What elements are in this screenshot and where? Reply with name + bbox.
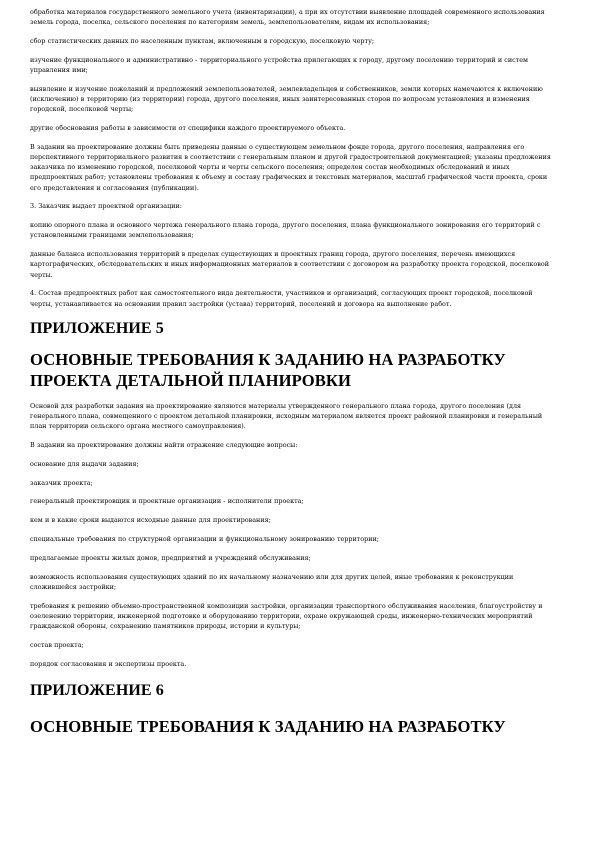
list-item: кем и в какие сроки выдаются исходные данные для проектирования; (30, 516, 271, 525)
appendix-5-heading: ПРИЛОЖЕНИЕ 5 (30, 319, 164, 337)
list-item: предлагаемые проекты жилых домов, предприятий и учреждений обслуживания; (30, 553, 311, 562)
paragraph: В задании на проектирование должны найти отражение следующие вопросы: (30, 441, 298, 450)
list-item: порядок согласования и экспертизы проекта. (30, 659, 187, 668)
list-item: заказчик проекта; (30, 478, 93, 487)
paragraph: Основой для разработки задания на проектирование являются материалы утвержденного генерального плана города, другого поселения (для генерального плана, совмещенного с проектом детальной планировки, исходным материалом является проект районной планировки и генеральный план территории сельского органа местного самоуправления). (30, 401, 543, 431)
list-item: генеральный проектировщик и проектные организации - исполнители проекта; (30, 497, 304, 506)
appendix-6-title: ОСНОВНЫЕ ТРЕБОВАНИЯ К ЗАДАНИЮ НА РАЗРАБОТКУ (30, 716, 506, 736)
list-item: состав проекта; (30, 640, 84, 649)
paragraph: другие обоснования работы в зависимости от специфики каждого проектируемого объекта. (30, 124, 346, 132)
paragraph: данные баланса использования территорий в пределах существующих и проектных границ города, другого поселения, перечень имеющихся картографических, обследовательских и иных информационных материалов в соответствии с договором на разработку проекта городской, поселковой черты. (30, 250, 549, 279)
appendix-6-heading: ПРИЛОЖЕНИЕ 6 (30, 681, 164, 699)
list-item: специальные требования по структурной организации и функциональному зонированию территории; (30, 535, 379, 543)
paragraph: сбор статистических данных по населенным пунктам, включенным в городскую, поселковую черту; (30, 37, 374, 45)
paragraph: выявление и изучение пожеланий и предложений землепользователей, землевладельцев и собственников, земли которых намечаются к включению (исключению) в территорию (из территории) города, другого поселения, иных заинтересованных сторон по вопросам установления и изменения городской, поселковой черты; (30, 84, 543, 114)
list-item: основание для выдачи задания; (30, 459, 139, 468)
list-item: возможность использования существующих зданий по их начальному назначению или для других целей, иные требования к реконструкции сложившейся застройки; (30, 572, 514, 591)
paragraph: обработка материалов государственного земельного учета (инвентаризации), а при их отсутствии выявление площадей современного использования земель города, поселка, сельского поселения по категориям земель, землепользователям, видам их использования; (30, 8, 545, 27)
paragraph: 4. Состав предпроектных работ как самостоятельного вида деятельности, участников и организаций, согласующих проект городской, поселковой черты, устанавливается на основании правил застройки (устава) территорий, поселений и договора на выполнение работ. (30, 289, 533, 308)
appendix-5-title: ОСНОВНЫЕ ТРЕБОВАНИЯ К ЗАДАНИЮ НА РАЗРАБОТКУ ПРОЕКТА ДЕТАЛЬНОЙ ПЛАНИРОВКИ (30, 349, 506, 390)
paragraph: копию опорного плана и основного чертежа генерального плана города, другого поселения, плана функционального зонирования его территорий с установленными границами землепользования; (30, 221, 541, 240)
paragraph: 3. Заказчик выдает проектной организации: (30, 202, 182, 211)
list-item: требования к решению объемно-пространственной композиции застройки, организации транспортного обслуживания населения, благоустройству и озеленению территории, инженерной подготовке и оборудованию территории, охране окружающей среды, инженерно-технических мероприятий гражданской обороны, сохранению памятников природы, истории и культуры; (30, 601, 543, 630)
paragraph: изучение функционального и административно - территориального устройства прилегающих к городу, другому поселению территорий и систем управления ими; (30, 55, 529, 74)
paragraph: В задании на проектирование должны быть приведены данные о существующем земельном фонде города, другого поселения, направления его перспективного территориального развития в соответствии с генеральным планом и другой градостроительной документацией; указаны предложения заказчика по изменению городской, поселковой черты и черты сельского поселения; определен состав необходимых обследований и иных предпроектных работ; установлены требования к объему и составу графических и текстовых материалов, масштаб графической части проекта, сроки его представления и согласования (публикации). (30, 142, 551, 192)
